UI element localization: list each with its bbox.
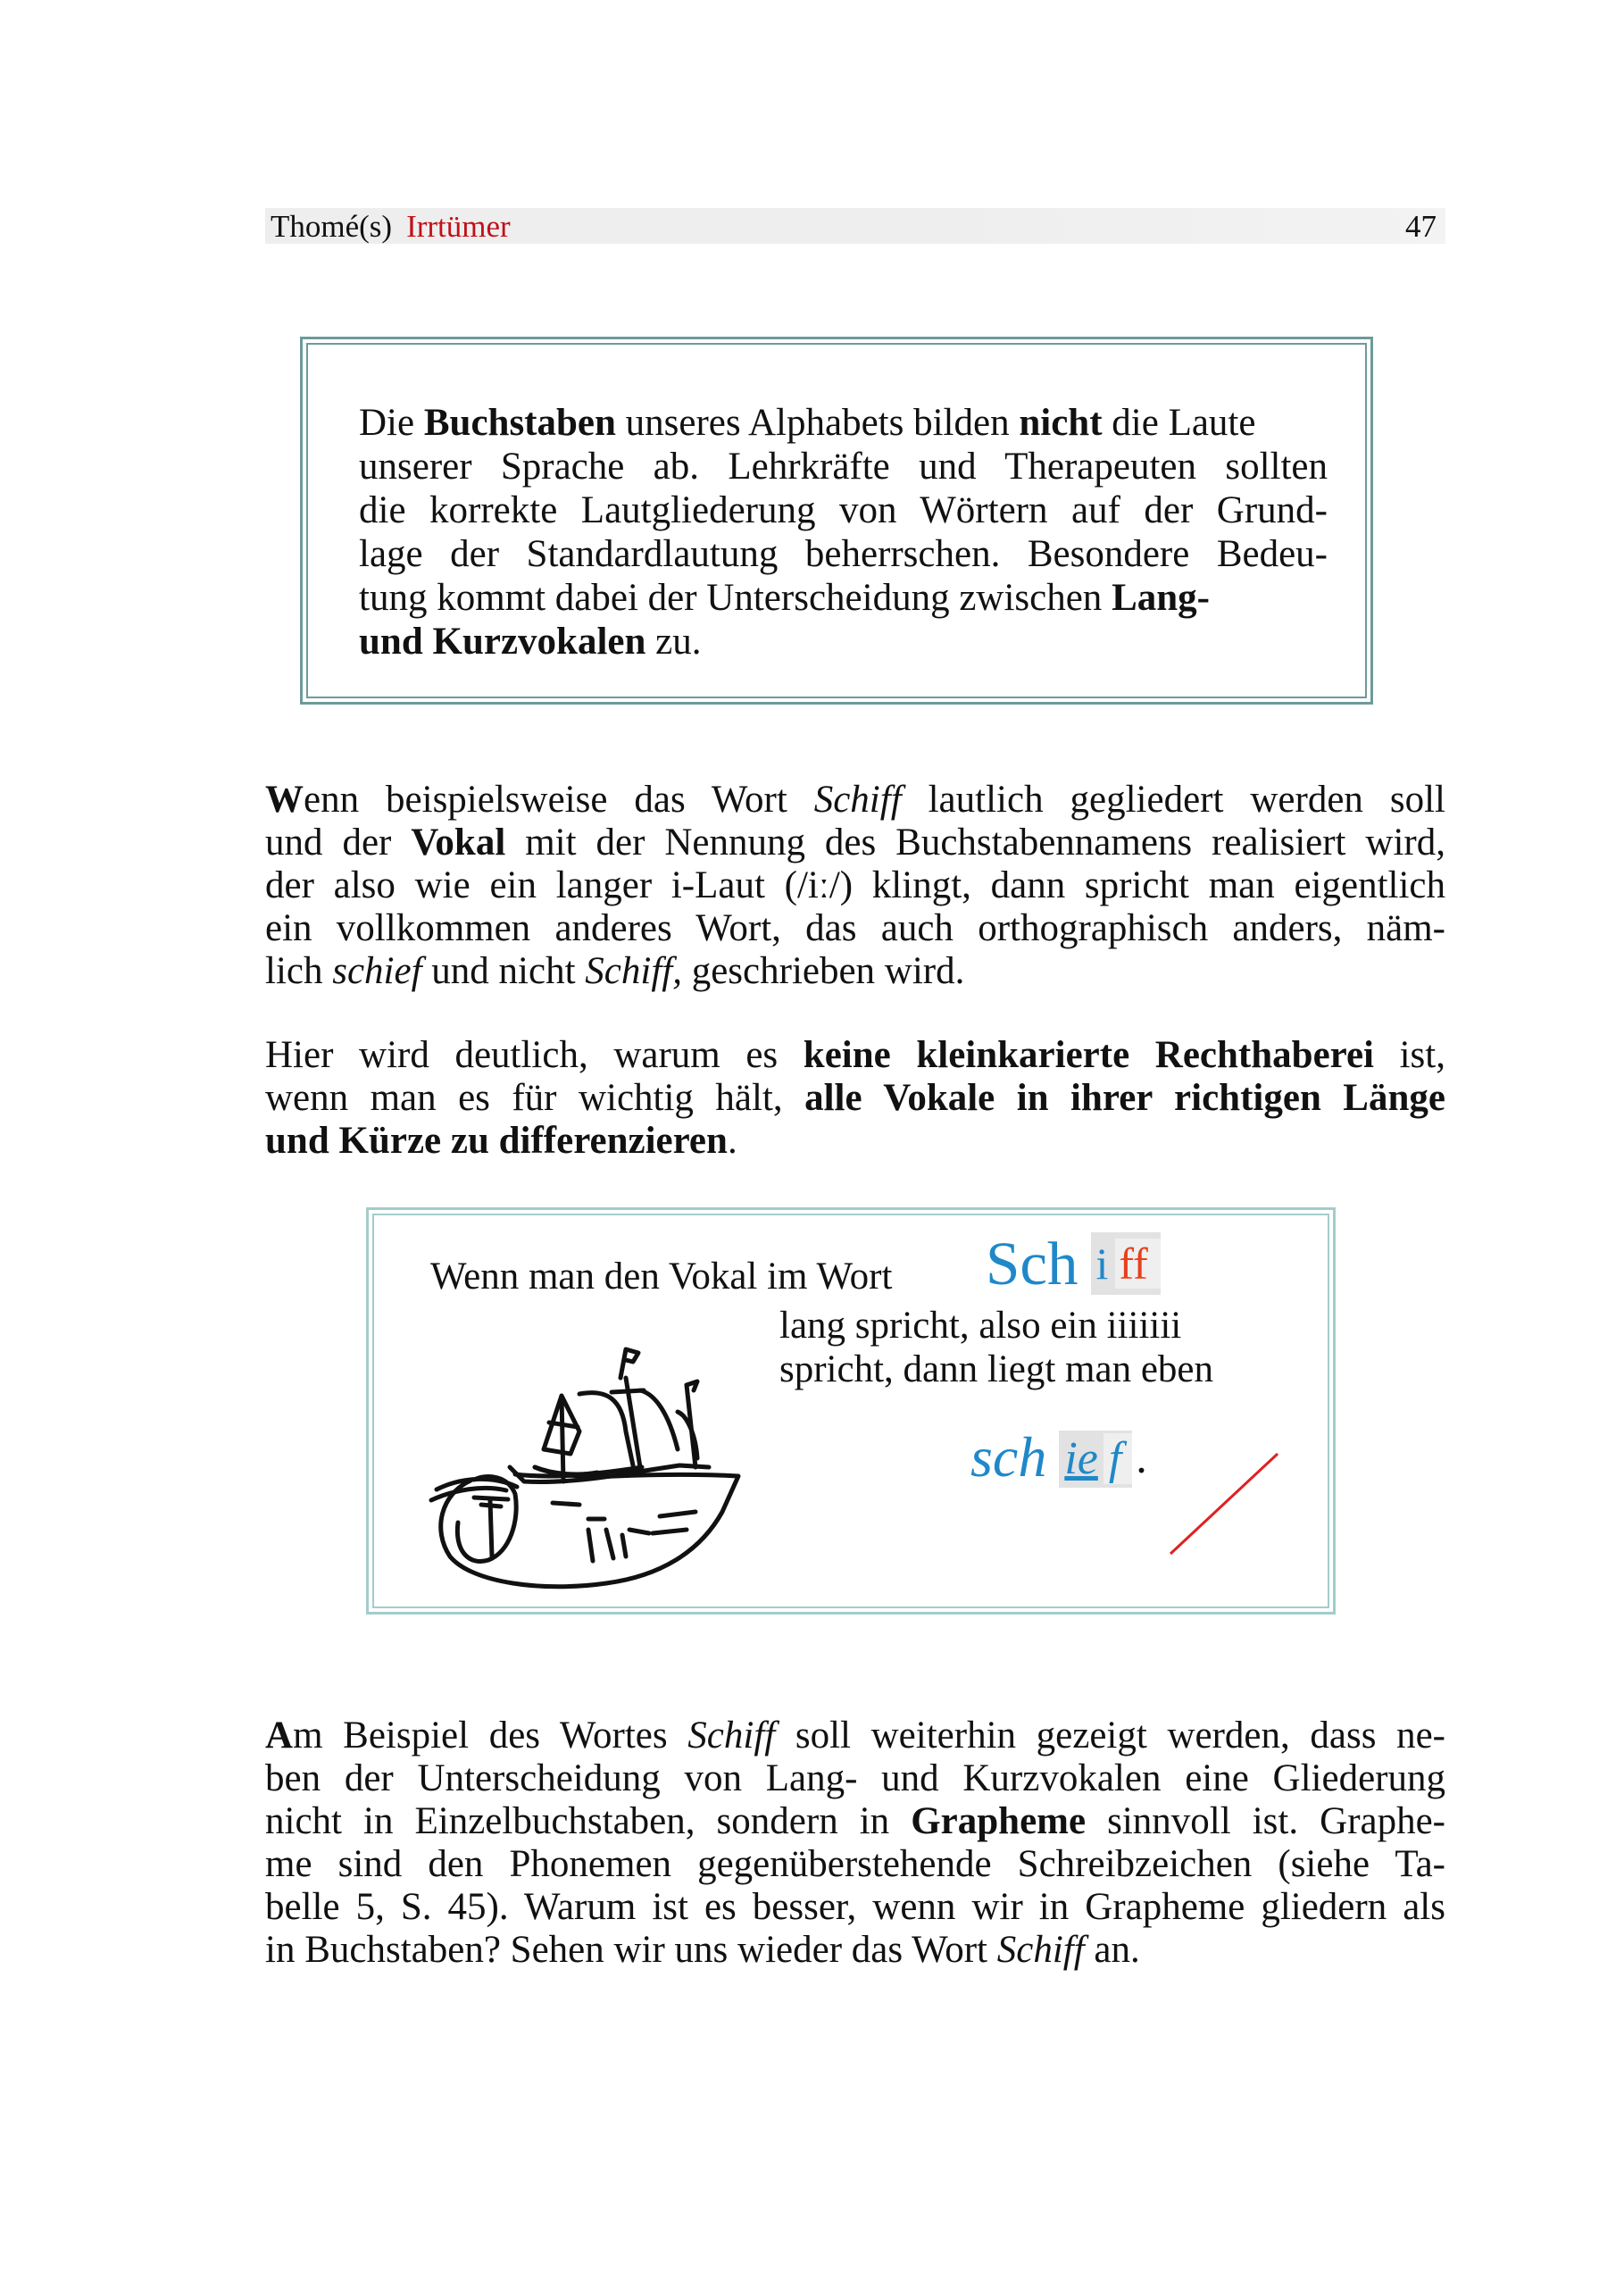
- paragraph-line: der also wie ein langer i-Laut (/iː/) klingt, dann spricht man eigentlich: [265, 864, 1445, 906]
- schiff-grapheme-segment: [1091, 1232, 1161, 1295]
- header-author: Thomé(s) Irrtümer: [271, 209, 511, 244]
- red-slash-mark: [1167, 1450, 1283, 1557]
- box1-line: die korrekte Lautgliederung von Wörtern auf der Grund-: [359, 489, 1328, 531]
- paragraph-line: und Kürze zu differenzieren.: [265, 1120, 737, 1162]
- word-schief-segmented: [970, 1427, 1147, 1488]
- schiff-vowel: i: [1095, 1239, 1109, 1289]
- box2-line-2: lang spricht, also ein iiiiiii: [779, 1305, 1182, 1347]
- key-statement-text: [359, 401, 1328, 663]
- paragraph-line: Wenn beispielsweise das Wort Schiff lautlich gegliedert werden soll: [265, 779, 1445, 821]
- schief-coda: f: [1103, 1433, 1132, 1484]
- ship-illustration-box: [366, 1207, 1336, 1615]
- box1-line: und Kurzvokalen zu.: [359, 621, 702, 663]
- box1-line: lage der Standardlautung beherrschen. Besondere Bedeu-: [359, 533, 1328, 575]
- paragraph-line: me sind den Phonemen gegenüberstehende Schreibzeichen (siehe Ta-: [265, 1843, 1445, 1885]
- schief-period: .: [1136, 1432, 1147, 1482]
- paragraph-line: ein vollkommen anderes Wort, das auch orthographisch anders, näm-: [265, 907, 1445, 949]
- schiff-onset: Sch: [986, 1230, 1079, 1298]
- ship-drawing: [419, 1315, 776, 1601]
- paragraph-line: belle 5, S. 45). Warum ist es besser, wenn wir in Grapheme gliedern als: [265, 1886, 1445, 1928]
- box2-line-3: spricht, dann liegt man eben: [779, 1348, 1213, 1390]
- paragraph-line: in Buchstaben? Sehen wir uns wieder das Wort Schiff an.: [265, 1929, 1140, 1971]
- header-title: Irrtümer: [406, 209, 511, 244]
- word-schiff-segmented: [986, 1230, 1161, 1298]
- paragraph-vowel-length: [265, 1034, 1445, 1163]
- key-statement-box: [300, 337, 1373, 705]
- paragraph-graphemes: [265, 1715, 1445, 1972]
- schief-vowel: ie: [1064, 1433, 1098, 1484]
- paragraph-line: ben der Unterscheidung von Lang- und Kurzvokalen eine Gliederung: [265, 1757, 1445, 1799]
- schief-onset: sch: [970, 1425, 1047, 1489]
- page-number: 47: [1405, 209, 1437, 244]
- box1-line: unserer Sprache ab. Lehrkräfte und Therapeuten sollten: [359, 446, 1328, 488]
- schiff-coda: ff: [1115, 1239, 1160, 1289]
- paragraph-line: Am Beispiel des Wortes Schiff soll weiterhin gezeigt werden, dass ne-: [265, 1715, 1445, 1756]
- running-header: [265, 208, 1445, 244]
- paragraph-line: Hier wird deutlich, warum es keine kleinkarierte Rechthaberei ist,: [265, 1034, 1445, 1076]
- paragraph-line: wenn man es für wichtig hält, alle Vokale in ihrer richtigen Länge: [265, 1077, 1445, 1119]
- paragraph-line: lich schief und nicht Schiff, geschrieben wird.: [265, 950, 965, 992]
- box1-line: tung kommt dabei der Unterscheidung zwischen Lang-: [359, 577, 1210, 619]
- paragraph-schiff-example: [265, 779, 1445, 993]
- paragraph-line: und der Vokal mit der Nennung des Buchstabennamens realisiert wird,: [265, 822, 1445, 864]
- schief-grapheme-segment: [1059, 1431, 1132, 1488]
- box1-line: Die Buchstaben unseres Alphabets bilden nicht die Laute: [359, 402, 1256, 444]
- box2-line-1: Wenn man den Vokal im Wort: [430, 1256, 893, 1298]
- paragraph-line: nicht in Einzelbuchstaben, sondern in Grapheme sinnvoll ist. Graphe-: [265, 1800, 1445, 1842]
